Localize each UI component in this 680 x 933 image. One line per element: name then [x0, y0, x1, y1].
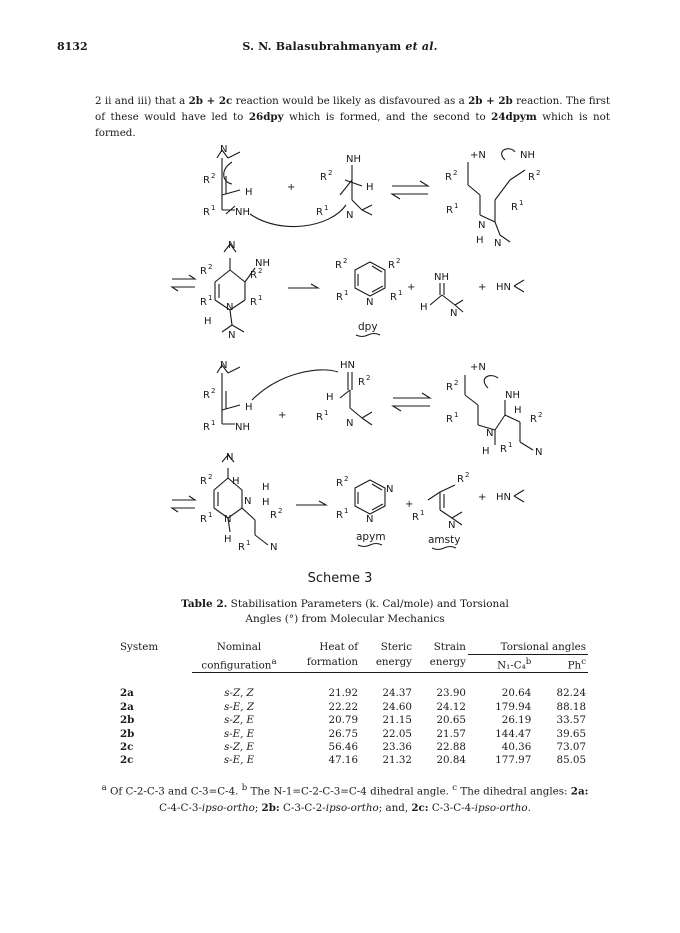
plus-sign: + [278, 410, 287, 421]
tetrahydropyrimidine [200, 452, 282, 553]
body-text-5: which is not formed. [95, 111, 610, 139]
atom-label: R [200, 266, 207, 277]
footnote-italic: ipso-ortho [325, 802, 379, 815]
dpy-molecule [335, 257, 402, 337]
reaction-arrow [288, 284, 318, 288]
cell-config: s-E, Z [224, 700, 254, 713]
equilibrium-arrows-1 [392, 181, 428, 199]
atom-label: 2 [396, 257, 401, 265]
atom-label: N [228, 240, 236, 251]
footnote-bold: 2c: [411, 802, 429, 815]
footnote-b-mark: b [241, 783, 248, 793]
header-steric: Steric [380, 641, 412, 653]
cell-heat: 21.92 [328, 687, 359, 700]
atom-label: H [514, 405, 522, 416]
atom-label: H [482, 446, 490, 457]
cell-strain: 20.65 [436, 714, 466, 727]
table-caption-line1: Stabilisation Parameters (k. Cal/mole) and Torsional [227, 598, 509, 610]
atom-label: R [390, 292, 397, 303]
name-underline [358, 544, 382, 547]
atom-label: 1 [344, 507, 349, 515]
cell-steric: 22.05 [382, 727, 412, 740]
atom-label: 1 [324, 409, 329, 417]
atom-label: HN [496, 282, 511, 293]
footnote-text: ; [254, 802, 262, 815]
atom-label: 1 [344, 289, 349, 297]
atom-label: R [446, 382, 453, 393]
footnote-text: Of C-2-C-3 and C-3=C-4. [106, 785, 242, 798]
formamidine [420, 272, 463, 319]
atom-label: NH [235, 422, 250, 433]
atom-label: R [203, 390, 210, 401]
cell-strain: 23.90 [436, 687, 466, 700]
atom-label: 1 [508, 441, 513, 449]
curved-arrow [502, 149, 515, 160]
equilibrium-arrows-2 [172, 275, 195, 291]
reaction-arrow [296, 501, 326, 505]
atom-label: 2 [454, 379, 459, 387]
cell-heat: 47.16 [328, 754, 359, 767]
cell-n1c4: 26.19 [501, 714, 532, 727]
cell-ph: 82.24 [556, 687, 586, 700]
atom-label: 1 [398, 289, 403, 297]
footnote-text: C-3-C-2- [279, 802, 326, 815]
atom-label: N [486, 428, 494, 439]
cell-system: 2c [120, 741, 134, 754]
cell-steric: 24.37 [382, 687, 412, 700]
cell-n1c4: 144.47 [495, 727, 532, 740]
atom-label: 1 [454, 411, 459, 419]
atom-label: H [262, 482, 270, 493]
curved-arrow [484, 376, 498, 388]
atom-label: HN [340, 360, 355, 371]
atom-label: 2 [328, 169, 333, 177]
cell-heat: 20.79 [328, 714, 359, 727]
atom-label: 1 [519, 199, 524, 207]
cell-system: 2c [120, 754, 134, 767]
table-subheader-row [118, 655, 588, 673]
atom-label: H [262, 497, 270, 508]
cell-config: s-Z, Z [224, 687, 254, 700]
equilibrium-arrows-3 [393, 393, 430, 411]
body-text-4: which is formed, and the second to [283, 111, 492, 123]
atom-label: N [535, 447, 543, 458]
atom-label: NH [346, 154, 361, 165]
cell-strain: 21.57 [436, 727, 466, 740]
atom-label: R [358, 377, 365, 388]
cell-steric: 21.15 [382, 714, 412, 727]
atom-label: 2 [453, 169, 458, 177]
atom-label: NH [520, 150, 535, 161]
amsty-molecule [412, 471, 469, 550]
cell-config: s-Z, E [224, 714, 254, 727]
atom-label: N [494, 238, 502, 249]
table-caption-label: Table 2. [181, 598, 228, 610]
table-row [118, 714, 588, 727]
header-strain: Strain [433, 641, 466, 653]
table-footnote [95, 780, 595, 817]
product-name-dpy: dpy [358, 321, 378, 333]
atom-label: N [220, 360, 228, 371]
atom-label: R [250, 270, 257, 281]
atom-label: 2 [208, 263, 213, 271]
atom-label: 2 [278, 507, 283, 515]
atom-label: R [336, 478, 343, 489]
cell-ph: 39.65 [556, 727, 586, 740]
atom-label: R [530, 414, 537, 425]
atom-label: R [336, 292, 343, 303]
table-row [118, 728, 588, 741]
atom-label: R [200, 514, 207, 525]
cell-steric: 24.60 [382, 700, 412, 713]
body-bold-2: 2b + 2b [468, 95, 513, 107]
footnote-text: C-3-C-4- [428, 802, 475, 815]
atom-label: R [316, 207, 323, 218]
cell-system: 2b [120, 714, 135, 727]
footnote-italic: ipso-ortho [474, 802, 528, 815]
atom-label: R [336, 510, 343, 521]
plus-sign: + [478, 492, 487, 503]
atom-label: NH [235, 207, 250, 218]
cell-system: 2b [120, 727, 135, 740]
amidine-1 [316, 154, 374, 221]
atom-label: R [203, 422, 210, 433]
cell-steric: 21.32 [382, 754, 412, 767]
product-name-amsty: amsty [428, 534, 461, 546]
atom-label: H [204, 316, 212, 327]
plus-sign: + [405, 499, 414, 510]
footnote-mark-b: b [525, 657, 532, 667]
plus-sign: + [478, 282, 487, 293]
atom-label: H [245, 187, 253, 198]
cell-heat: 22.22 [328, 700, 359, 713]
cell-heat: 56.46 [328, 741, 359, 754]
atom-label: R [335, 260, 342, 271]
atom-label: 2 [211, 172, 216, 180]
atom-label: +N [470, 362, 486, 373]
atom-label: H [420, 302, 428, 313]
header-heat-of: Heat of [319, 641, 359, 653]
atom-label: H [232, 476, 240, 487]
atom-label: NH [505, 390, 520, 401]
atom-label: N [224, 514, 232, 525]
footnote-text: . [527, 802, 531, 815]
header-system: System [120, 641, 159, 653]
footnote-text: The N-1=C-2-C-3=C-4 dihedral angle. [247, 785, 453, 798]
adduct-1 [445, 149, 540, 249]
header-ph-text: Ph [567, 659, 582, 672]
cell-system: 2a [120, 700, 134, 713]
atom-label: R [388, 260, 395, 271]
dimethylamine-2 [496, 490, 524, 503]
atom-label: 1 [211, 419, 216, 427]
atom-label: 1 [208, 294, 213, 302]
atom-label: R [238, 542, 245, 553]
equilibrium-arrows-4 [172, 496, 195, 512]
product-name-apym: apym [356, 531, 386, 543]
atom-label: R [200, 297, 207, 308]
atom-label: 1 [324, 204, 329, 212]
running-head-etal: et al. [405, 40, 438, 53]
atom-label: N [448, 520, 456, 531]
atom-label: H [476, 235, 484, 246]
cell-steric: 23.36 [382, 741, 412, 754]
atom-label: 1 [208, 511, 213, 519]
footnote-text: ; and, [378, 802, 412, 815]
atom-label: R [528, 172, 535, 183]
atom-label: R [203, 207, 210, 218]
header-steric-energy: energy [360, 655, 414, 673]
cell-n1c4: 179.94 [495, 700, 532, 713]
atom-label: 2 [343, 257, 348, 265]
atom-label: 1 [420, 509, 425, 517]
atom-label: R [316, 412, 323, 423]
table-caption-line2: Angles (°) from Molecular Mechanics [245, 613, 445, 625]
atom-label: H [224, 534, 232, 545]
atom-label: 2 [211, 387, 216, 395]
adduct-2 [446, 362, 542, 458]
header-formation: formation [286, 655, 360, 673]
cell-config: s-Z, E [224, 741, 254, 754]
running-head-authors: S. N. Balasubrahmanyam [242, 40, 402, 53]
footnote-text: C-4-C-3- [159, 802, 202, 815]
atom-label: R [270, 510, 277, 521]
atom-label: 1 [246, 539, 251, 547]
atom-label: +N [470, 150, 486, 161]
amidine-2 [316, 360, 372, 429]
footnote-bold: 2b: [261, 802, 280, 815]
cell-strain: 22.88 [436, 741, 466, 754]
cell-heat: 26.75 [328, 727, 359, 740]
cell-ph: 85.05 [556, 754, 586, 767]
header-nominal: Nominal [216, 641, 262, 653]
apym-molecule [336, 475, 393, 547]
atom-label: 2 [344, 475, 349, 483]
cell-config: s-E, E [223, 754, 255, 767]
footnote-c-mark: c [452, 783, 458, 793]
atom-label: R [200, 476, 207, 487]
atom-label: N [386, 484, 394, 495]
atom-label: R [446, 205, 453, 216]
body-bold-3: 26dpy [248, 111, 284, 123]
body-bold-4: 24dpym [491, 111, 537, 123]
cell-strain: 20.84 [436, 754, 466, 767]
header-configuration [192, 655, 286, 673]
cell-ph: 73.07 [556, 741, 586, 754]
atom-label: R [250, 297, 257, 308]
atom-label: N [226, 452, 234, 463]
plus-sign: + [407, 282, 416, 293]
header-configuration-text: configuration [201, 658, 272, 671]
atom-label: N [226, 302, 234, 313]
name-underline [356, 334, 380, 337]
scheme-title: Scheme 3 [307, 571, 373, 586]
footnote-italic: ipso-ortho [201, 802, 255, 815]
tetrahydropyridine [200, 240, 270, 341]
atom-label: 2 [538, 411, 543, 419]
cell-n1c4: 177.97 [495, 754, 532, 767]
data-table [118, 640, 588, 768]
cell-strain: 24.12 [436, 700, 466, 713]
atom-label: 2 [536, 169, 541, 177]
atom-label: NH [255, 258, 270, 269]
atom-label: H [326, 392, 334, 403]
atom-label: 1 [211, 204, 216, 212]
cell-n1c4: 40.36 [501, 741, 532, 754]
atom-label: 2 [258, 267, 263, 275]
body-text-3: reaction. The first of these would have led to [95, 95, 610, 123]
table-caption [150, 597, 540, 627]
footnote-a-mark: a [101, 783, 107, 793]
cell-ph: 88.18 [556, 700, 586, 713]
atom-label: N [478, 220, 486, 231]
table-row [118, 754, 588, 767]
atom-label: R [320, 172, 327, 183]
enamine-1 [203, 144, 253, 218]
atom-label: N [346, 418, 354, 429]
body-bold-1: 2b + 2c [188, 95, 233, 107]
atom-label: R [203, 175, 210, 186]
atom-label: R [511, 202, 518, 213]
atom-label: NH [434, 272, 449, 283]
enamine-2 [203, 360, 253, 433]
atom-label: 1 [258, 294, 263, 302]
header-ph [533, 655, 588, 673]
atom-label: 2 [366, 374, 371, 382]
atom-label: H [366, 182, 374, 193]
plus-sign: + [287, 182, 296, 193]
atom-label: HN [496, 492, 511, 503]
atom-label: N [450, 308, 458, 319]
atom-label: N [228, 330, 236, 341]
header-n1c4 [468, 655, 533, 673]
cell-system: 2a [120, 687, 134, 700]
atom-label: N [220, 144, 228, 155]
header-strain-energy: energy [414, 655, 468, 673]
atom-label: N [244, 496, 252, 507]
table-row [118, 701, 588, 714]
footnote-mark-a: a [271, 656, 277, 667]
atom-label: R [445, 172, 452, 183]
atom-label: 1 [454, 202, 459, 210]
atom-label: N [366, 514, 374, 525]
cell-config: s-E, E [223, 727, 255, 740]
atom-label: R [446, 414, 453, 425]
atom-label: N [366, 297, 374, 308]
table-header-row [118, 640, 588, 655]
footnote-bold: 2a: [570, 785, 589, 798]
cell-ph: 33.57 [556, 714, 586, 727]
curved-arrow [250, 205, 346, 227]
atom-label: 2 [465, 471, 470, 479]
atom-label: N [270, 542, 278, 553]
footnote-text: The dihedral angles: [457, 785, 571, 798]
table-row [118, 741, 588, 754]
dimethylamine-1 [496, 280, 524, 293]
page-number: 8132 [57, 40, 88, 53]
cell-n1c4: 20.64 [501, 687, 532, 700]
atom-label: 2 [208, 473, 213, 481]
body-text-2: reaction would be likely as disfavoured as a [232, 95, 469, 107]
atom-label: H [245, 402, 253, 413]
body-text-1: 2 ii and iii) that a [95, 95, 189, 107]
table-row [118, 687, 588, 700]
atom-label: R [412, 512, 419, 523]
footnote-mark-c: c [581, 657, 586, 667]
atom-label: N [346, 210, 354, 221]
header-n1c4-text: N₁-C₄ [497, 659, 526, 672]
atom-label: R [500, 444, 507, 455]
header-torsional: Torsional angles [468, 640, 588, 655]
name-underline [432, 547, 456, 550]
atom-label: R [457, 474, 464, 485]
